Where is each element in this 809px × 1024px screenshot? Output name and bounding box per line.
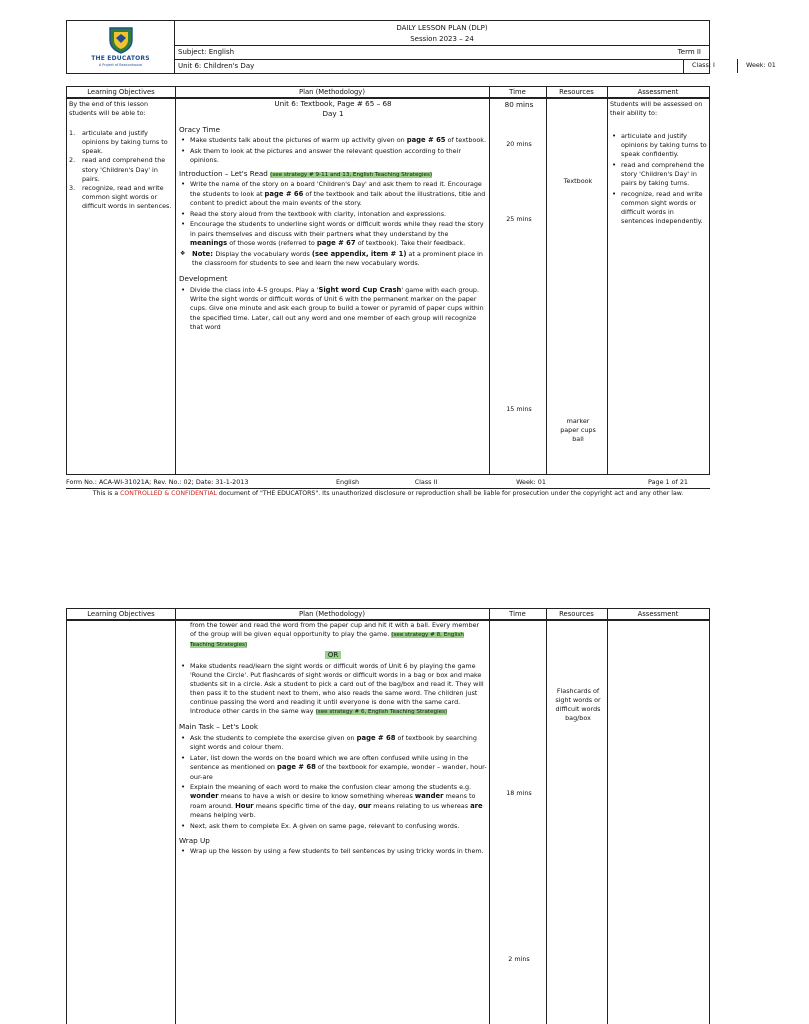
term: Term II bbox=[677, 47, 701, 56]
col-assessment: Assessment bbox=[607, 609, 709, 620]
class-cell: Class: I bbox=[683, 59, 745, 73]
plan-bullet: • Explain the meaning of each word to make the confusion clear among the students e.g. wonder means to have a wish or desire to know something whereas wander means to roam around. Hour means specific time of the day, our means relating to us whereas are means helping verb. bbox=[179, 783, 487, 820]
or-separator: OR bbox=[179, 651, 487, 661]
section-wrap-up: Wrap Up bbox=[179, 836, 210, 846]
section-development: Development bbox=[179, 274, 228, 284]
footer-subject: English bbox=[336, 478, 360, 487]
plan-bullet: • Ask them to look at the pictures and answer the relevant question according to their opinions. bbox=[179, 147, 487, 165]
col-resources: Resources bbox=[546, 609, 607, 620]
plan-bullet: • Divide the class into 4-5 groups. Play a 'Sight word Cup Crash' game with each group. Write the sight words or difficult words of Unit 6 with the permanent marker on the paper cups. Give one minute and ask each group to build a tower or pyramid of paper cups within the specified time. Later, call out any word and one member of each group will recognize that word bbox=[179, 286, 487, 332]
col-plan: Plan (Methodology) bbox=[175, 87, 489, 98]
section-main-task: Main Task – Let's Look bbox=[179, 722, 259, 732]
plan-bullet: • Make students talk about the pictures of warm up activity given on page # 65 of textbook. bbox=[179, 136, 487, 146]
col-plan: Plan (Methodology) bbox=[175, 609, 489, 620]
footer-week: Week: 01 bbox=[516, 478, 546, 487]
plan-bullet: • Next, ask them to complete Ex. A given on same page, relevant to confusing words. bbox=[179, 822, 487, 831]
plan-day: Day 1 bbox=[322, 109, 344, 118]
plan-title: DAILY LESSON PLAN (DLP) bbox=[396, 24, 488, 32]
confidentiality-notice: This is a CONTROLLED & CONFIDENTIAL document of "THE EDUCATORS". Its unauthorized disclosure or reproduction shall be liable for prosecution under the copyright act and any other law. bbox=[92, 490, 684, 497]
lesson-plan-header bbox=[66, 20, 776, 74]
col-time: Time bbox=[489, 609, 546, 620]
plan-title-block bbox=[175, 21, 709, 45]
col-objectives: Learning Objectives bbox=[67, 87, 175, 98]
col-time: Time bbox=[489, 87, 546, 98]
resource-development: marker paper cups ball bbox=[560, 417, 596, 444]
assessment-item: • articulate and justify opinions by taking turns to speak confidently. bbox=[610, 132, 708, 159]
plan-bullet: • Ask the students to complete the exercise given on page # 68 of textbook by searching sight words and colour them. bbox=[179, 734, 487, 753]
strategy-highlight: (see strategy # 6, English Teaching Strategies) bbox=[315, 709, 448, 716]
objectives-cell bbox=[69, 100, 175, 211]
assessment-intro: Students will be assessed on their ability to: bbox=[610, 100, 703, 118]
plan-unit-title: Unit 6: Textbook, Page # 65 – 68 bbox=[274, 99, 392, 108]
strategy-highlight: (see strategy # 8, English Teaching Strategies) bbox=[190, 632, 464, 649]
page-footer bbox=[66, 478, 710, 498]
week-cell: Week: 01 bbox=[737, 59, 809, 73]
time-development: 15 mins bbox=[506, 405, 532, 413]
col-objectives: Learning Objectives bbox=[67, 609, 175, 620]
note-item: ❖ Note: Display the vocabulary words (see appendix, item # 1) at a prominent place in the classroom for students to see and learn the new vocabulary words. bbox=[179, 250, 487, 269]
logo-subtitle: A Project of Beaconhouse bbox=[98, 63, 143, 68]
time-wrap-up: 2 mins bbox=[508, 955, 530, 963]
section-introduction: Introduction – Let's Read (see strategy # 9-11 and 13, English Teaching Strategies) bbox=[179, 168, 433, 178]
time-main-task: 18 mins bbox=[506, 789, 532, 797]
time-total: 80 mins bbox=[504, 100, 534, 109]
lesson-table-page-2 bbox=[66, 608, 710, 1024]
footer-class: Class II bbox=[414, 478, 438, 487]
plan-cell-continued bbox=[179, 621, 487, 858]
resource-flashcards: Flashcards of sight words or difficult words bag/box bbox=[555, 687, 601, 723]
page-number: Page 1 of 21 bbox=[648, 478, 688, 487]
session: Session 2023 – 24 bbox=[410, 34, 474, 43]
plan-bullet: • Make students read/learn the sight words or difficult words of Unit 6 by playing the game 'Round the Circle'. Put flashcards of sight words or difficult words in a bag or box and make students sit in a circle. Ask a student to pick a card out of the bag/box and read it. They will then pass it to the student next to them, who also reads the same word. The children just continue passing the word and reading it until everyone is done with the same card. Introduce other cards in the same way (see strategy # 6, English Teaching Strategies) bbox=[179, 662, 487, 717]
subject: Subject: English bbox=[178, 47, 235, 56]
plan-cell bbox=[179, 99, 487, 333]
plan-bullet: • Read the story aloud from the textbook with clarity, intonation and expressions. bbox=[179, 210, 487, 219]
crest-icon bbox=[106, 26, 136, 54]
plan-bullet: • Encourage the students to underline sight words or difficult words while they read the story in pairs themselves and discuss with their partners what they understand by the meanings of those words (referred to page # 67 of textbook). Take their feedback. bbox=[179, 220, 487, 248]
plan-bullet: • Later, list down the words on the board which we are often confused while using in the sentence as mentioned on page # 68 of the textbook for example, wonder – wander, hour-our-are bbox=[179, 754, 487, 782]
assessment-item: • read and comprehend the story 'Children's Day' in pairs by taking turns. bbox=[610, 161, 708, 188]
strategy-highlight: (see strategy # 9-11 and 13, English Teaching Strategies) bbox=[270, 171, 433, 178]
col-assessment: Assessment bbox=[607, 87, 709, 98]
form-number: Form No.: ACA-WI-31021A; Rev. No.: 02; Date: 31-1-2013 bbox=[66, 478, 249, 487]
plan-bullet: • Write the name of the story on a board 'Children's Day' and ask them to read it. Encourage the students to look at page # 66 of the textbook and talk about the illustrations, title and content to predict about the main events of the story. bbox=[179, 180, 487, 208]
objective-item: 1. articulate and justify opinions by taking turns to speak. bbox=[69, 129, 168, 156]
unit: Unit 6: Children's Day bbox=[178, 61, 255, 70]
lesson-table-page-1 bbox=[66, 86, 710, 475]
assessment-cell bbox=[610, 100, 708, 228]
time-oracy: 20 mins bbox=[506, 140, 532, 148]
unit-row bbox=[175, 59, 709, 73]
section-oracy-time: Oracy Time bbox=[179, 125, 221, 134]
objectives-intro: By the end of this lesson students will be able to: bbox=[69, 100, 148, 118]
assessment-item: • recognize, read and write common sight words or difficult words in sentences independently. bbox=[610, 190, 708, 226]
resource-textbook: Textbook bbox=[563, 177, 593, 185]
time-introduction: 25 mins bbox=[506, 215, 532, 223]
objective-item: 3. recognize, read and write common sight words or difficult words in sentences. bbox=[69, 183, 172, 210]
col-resources: Resources bbox=[546, 87, 607, 98]
logo-name: THE EDUCATORS bbox=[91, 54, 150, 62]
objective-item: 2. read and comprehend the story 'Children's Day' in pairs. bbox=[69, 156, 166, 183]
subject-row bbox=[175, 45, 709, 59]
school-logo bbox=[67, 21, 175, 73]
plan-bullet: • Wrap up the lesson by using a few students to tell sentences by using tricky words in them. bbox=[179, 847, 487, 856]
plan-continued-text: from the tower and read the word from the paper cup and hit it with a ball. Every member of the group will be given equal opportunity to play the game. (see strategy # 8, English Teaching Strategies) bbox=[190, 621, 480, 649]
